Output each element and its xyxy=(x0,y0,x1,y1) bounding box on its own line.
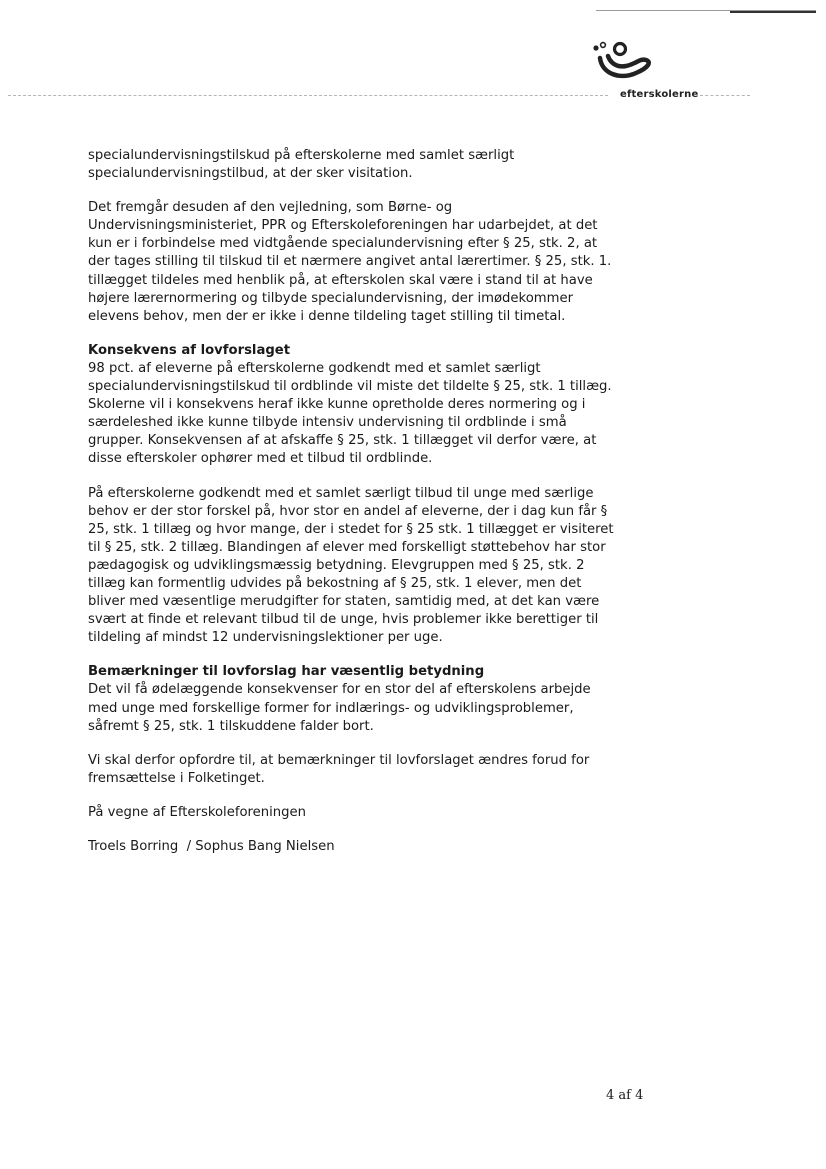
letter-body xyxy=(88,147,618,872)
paragraph-intro-1: specialundervisningstilskud på efterskolerne med samlet særligt specialundervisningstilbud, at der sker visitation. xyxy=(88,148,515,182)
section-heading-remarks: Bemærkninger til lovforslag har væsentlig betydning xyxy=(88,664,485,680)
logo-text: efterskolerne xyxy=(620,89,699,100)
paragraph-consequence-1: 98 pct. af eleverne på efterskolerne godkendt med et samlet særligt specialundervisningstilskud til ordblinde vil miste det tildelte § 25, stk. 1 tillæg. Skolerne vil i konsekvens heraf ikke kunne opretholde deres normering og i særdeleshed ikke kunne tilbyde intensiv undervisning til ordblinde i små grupper. Konsekvensen af at afskaffe § 25, stk. 1 tillægget vil derfor være, at disse efterskoler ophører med et tilbud til ordblinde. xyxy=(88,360,612,467)
header-rule-right xyxy=(700,95,750,96)
signatories: Troels Borring / Sophus Bang Nielsen xyxy=(88,839,335,854)
paragraph-consequence-2: På efterskolerne godkendt med et samlet særligt tilbud til unge med særlige behov er der stor forskel på, hvor stor en andel af eleverne, der i dag kun får § 25, stk. 1 tillæg og hvor mange, der i stedet for § 25 stk. 1 tillægget er visiteret til § 25, stk. 2 tillæg. Blandingen af elever med forskelligt støttebehov har stor pædagogisk og udviklingsmæssig betydning. Elevgruppen med § 25, stk. 2 tillæg kan formentlig udvides på bekostning af § 25, stk. 1 elever, men det bliver med væsentlige merudgifter for staten, samtidig med, at det kan være svært at finde et relevant tilbud til de unge, hvis problemer ikke berettiger til tildeling af mindst 12 undervisningslektioner per uge. xyxy=(88,485,614,646)
section-consequence xyxy=(88,342,618,469)
page-number: 4 af 4 xyxy=(606,1088,644,1103)
paragraph-remarks-1: Det vil få ødelæggende konsekvenser for en stor del af efterskolens arbejde med unge med forskellige former for indlærings- og udviklingsproblemer, såfremt § 25, stk. 1 tilskuddene falder bort. xyxy=(88,682,591,734)
closing-line: På vegne af Efterskoleforeningen xyxy=(88,804,307,820)
section-heading-consequence: Konsekvens af lovforslaget xyxy=(88,342,291,358)
header-rule xyxy=(8,95,608,96)
paragraph-intro-2: Det fremgår desuden af den vejledning, som Børne- og Undervisningsministeriet, PPR og Efterskoleforeningen har udarbejdet, at det kun er i forbindelse med vidtgående specialundervisning efter § 25, stk. 2, at der tages stilling til tilskud til et nærmere angivet antal lærertimer. § 25, stk. 1. tillægget tildeles med henblik på, at efterskolen skal være i stand til at have højere lærernormering og tilbyde specialundervisning, der imødekommer elevens behov, men der er ikke i denne tildeling taget stilling til timetal. xyxy=(88,200,612,324)
paragraph-remarks-2: Vi skal derfor opfordre til, at bemærkninger til lovforslaget ændres forud for fremsættelse i Folketinget. xyxy=(88,752,590,786)
efterskolerne-logo xyxy=(590,40,700,110)
top-scan-line-strong xyxy=(730,11,816,13)
section-remarks xyxy=(88,663,618,735)
